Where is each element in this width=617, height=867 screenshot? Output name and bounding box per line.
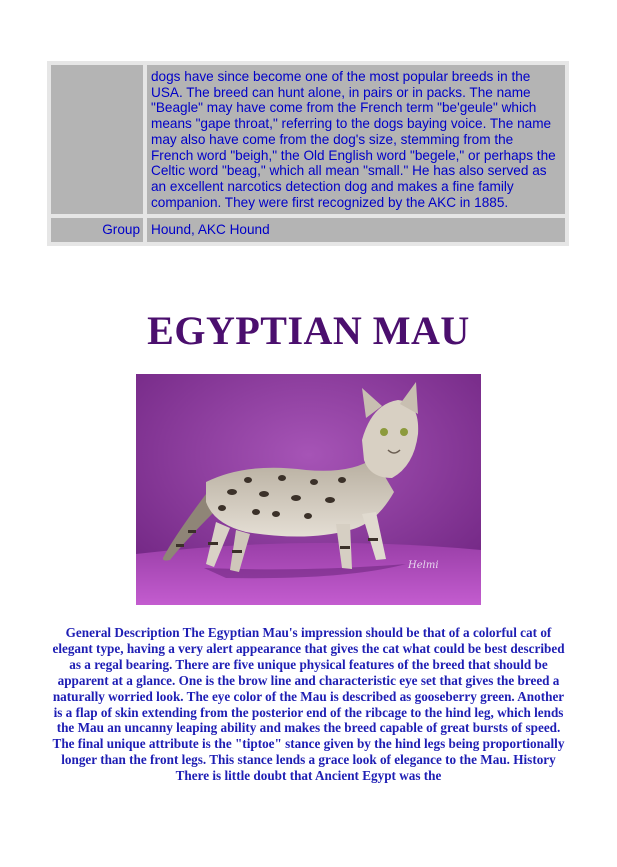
row-value: Hound, AKC Hound	[147, 218, 565, 242]
breed-description: General Description The Egyptian Mau's impression should be that of a colorful cat of elegant type, having a very alert appearance that gives the cat what could be best described as a regal bearing. There are five unique physical features of the breed that should be apparent at a glance. One is the brow line and characteristic eye set that gives the breed a naturally worried look. The eye color of the Mau is described as gooseberry green. Another is a flap of skin extending from the posterior end of the ribcage to the hind leg, which lends the Mau an uncanny leaping ability and makes the breed capable of great bursts of speed. The final unique attribute is the "tiptoe" stance given by the hind legs being proportionally longer than the front legs. This stance lends a grace look of elegance to the Mau. History There is little doubt that Ancient Egypt was the	[52, 625, 565, 784]
page-title: EGYPTIAN MAU	[147, 308, 470, 353]
table-row	[51, 218, 565, 242]
row-label: Group	[51, 218, 143, 242]
row-value: dogs have since become one of the most popular breeds in the USA. The breed can hunt alone, in pairs or in packs. The name "Beagle" may have come from the French term "be'geule" which means "gape throat," referring to the dogs baying voice. The name may also have come from the dog's size, stemming from the French word "beigh," the Old English word "begele," or perhaps the Celtic word "beag," which all mean "small." He has also served as an excellent narcotics detection dog and makes a fine family companion. They were first recognized by the AKC in 1885.	[147, 65, 565, 214]
cat-photo	[136, 374, 481, 605]
row-label	[51, 65, 143, 214]
breed-info-table	[47, 61, 569, 246]
table-row	[51, 65, 565, 214]
photo-signature: Helmi	[408, 560, 439, 571]
